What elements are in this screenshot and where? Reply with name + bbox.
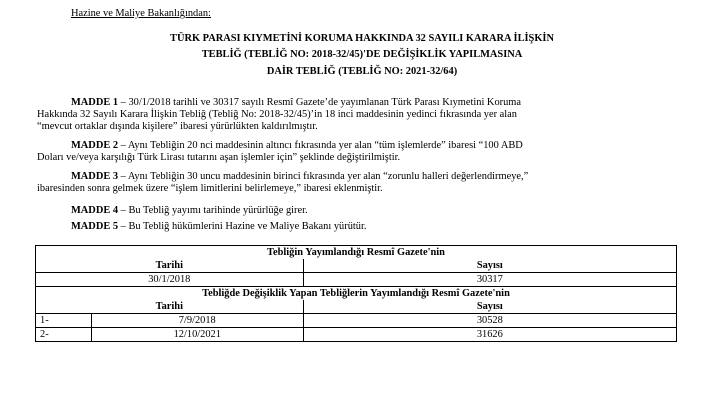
article-1-text-line-1: – 30/1/2018 tarihli ve 30317 sayılı Resmî Gazete’de yayımlanan Türk Parası Kıymetini Koruma bbox=[118, 97, 521, 108]
article-4 bbox=[37, 205, 678, 217]
table-subheader-row bbox=[36, 259, 677, 273]
article-1-label: MADDE 1 bbox=[71, 97, 119, 108]
table-header-row bbox=[36, 246, 677, 260]
original-number-cell: 30317 bbox=[303, 273, 676, 287]
row-number-cell: 31626 bbox=[303, 328, 676, 342]
document-title-line-3: DAİR TEBLİĞ (TEBLİĞ NO: 2021-32/64) bbox=[266, 66, 458, 77]
article-4-text: – Bu Tebliğ yayımı tarihinde yürürlüğe girer. bbox=[118, 205, 308, 216]
article-3 bbox=[37, 171, 678, 195]
row-index-cell: 1- bbox=[36, 314, 92, 328]
column-number-header: Sayısı bbox=[303, 259, 676, 273]
article-1-text-line-3: “mevcut ortaklar dışında kişilere” ibaresi yürürlükten kaldırılmıştır. bbox=[37, 121, 318, 132]
column-number-header-2: Sayısı bbox=[303, 300, 676, 314]
table-subheader-row bbox=[36, 300, 677, 314]
article-5-label: MADDE 5 bbox=[71, 221, 119, 232]
gazette-info-table bbox=[35, 245, 677, 342]
article-5-text: – Bu Tebliğ hükümlerini Hazine ve Maliye Bakanı yürütür. bbox=[118, 221, 367, 232]
original-date-cell: 30/1/2018 bbox=[36, 273, 304, 287]
article-1-text-line-2: Hakkında 32 Sayılı Karara İlişkin Tebliğ (Tebliğ No: 2018-32/45)’in 18 inci maddesinin yedinci fıkrasında yer alan bbox=[37, 109, 517, 120]
article-2-label: MADDE 2 bbox=[71, 140, 119, 151]
column-date-header-2: Tarihi bbox=[36, 300, 304, 314]
article-2-text-line-2: Doları ve/veya karşılığı Türk Lirası tutarını aşan işlemler için” şeklinde değiştirilmiştir. bbox=[37, 152, 401, 163]
article-2-text-line-1: – Aynı Tebliğin 20 nci maddesinin altıncı fıkrasında yer alan “tüm işlemlerde” ibaresi “100 ABD bbox=[118, 140, 523, 151]
article-2 bbox=[37, 140, 678, 164]
article-3-label: MADDE 3 bbox=[71, 171, 119, 182]
article-3-text-line-2: ibaresinden sonra gelmek üzere “işlem limitlerini belirlemeye,” ibaresi eklenmiştir. bbox=[37, 183, 383, 194]
row-date-cell: 7/9/2018 bbox=[91, 314, 303, 328]
issuer-line: Hazine ve Maliye Bakanlığından: bbox=[71, 8, 211, 19]
article-4-label: MADDE 4 bbox=[71, 205, 119, 216]
table-row bbox=[36, 328, 677, 342]
table-header-row bbox=[36, 287, 677, 301]
row-index-cell: 2- bbox=[36, 328, 92, 342]
document-title-line-1: TÜRK PARASI KIYMETİNİ KORUMA HAKKINDA 32 SAYILI KARARA İLİŞKİN bbox=[170, 33, 554, 44]
table-header-publication: Tebliğin Yayımlandığı Resmî Gazete'nin bbox=[36, 246, 677, 260]
article-5 bbox=[37, 221, 678, 233]
row-number-cell: 30528 bbox=[303, 314, 676, 328]
table-header-amendments: Tebliğde Değişiklik Yapan Tebliğlerin Yayımlandığı Resmî Gazete'nin bbox=[36, 287, 677, 301]
table-row bbox=[36, 273, 677, 287]
column-date-header: Tarihi bbox=[36, 259, 304, 273]
table-row bbox=[36, 314, 677, 328]
document-title-line-2: TEBLİĞ (TEBLİĞ NO: 2018-32/45)'DE DEĞİŞİKLİK YAPILMASINA bbox=[201, 49, 523, 60]
article-1 bbox=[37, 97, 678, 133]
article-3-text-line-1: – Aynı Tebliğin 30 uncu maddesinin birinci fıkrasında yer alan “zorunlu halleri değerlendirmeye,” bbox=[118, 171, 529, 182]
row-date-cell: 12/10/2021 bbox=[91, 328, 303, 342]
